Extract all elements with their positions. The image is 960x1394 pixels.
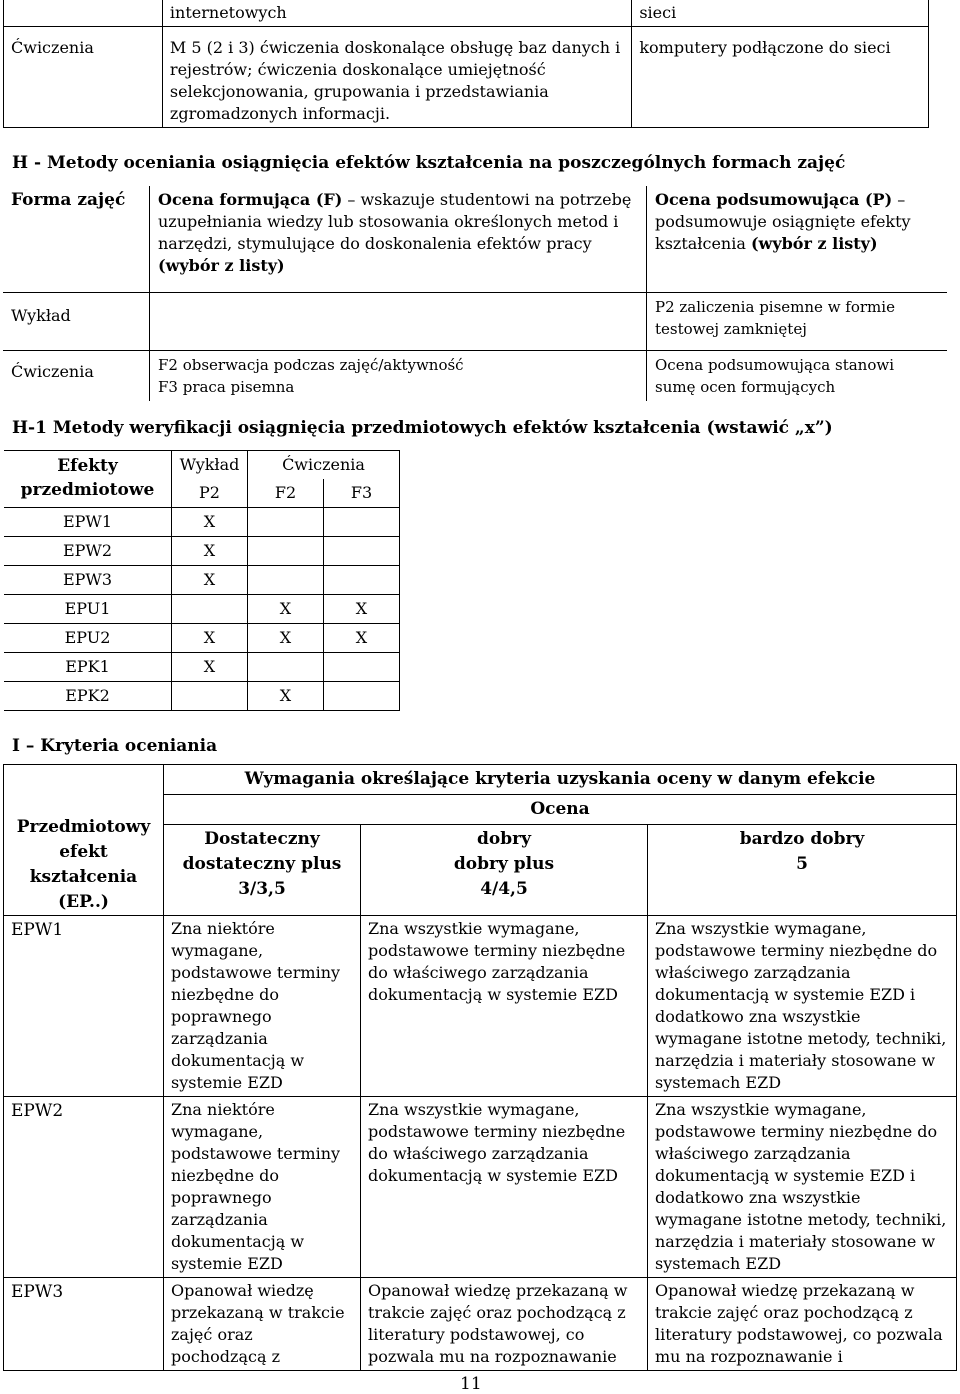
i-good: Opanował wiedzę przekazaną w trakcie zajęć oraz pochodzącą z literatury podstawowej, co pozwala mu na rozpoznawanie [361,1278,648,1371]
h-row-lecture [3,293,947,351]
h1-effect: EPU2 [4,624,172,653]
i-row [4,1278,957,1371]
h1-effect: EPW2 [4,537,172,566]
h-form-exercises: Ćwiczenia [3,351,150,402]
i-col-effect: Przedmiotowy efekt kształcenia (EP..) [4,765,164,916]
h-header-row [3,186,947,293]
top-cell [4,0,163,27]
h1-mark [172,682,248,711]
page-number: 11 [460,1374,482,1394]
h1-mark [324,653,400,682]
h1-mark [172,595,248,624]
h1-grid [4,450,400,711]
i-suff: Zna niektóre wymagane, podstawowe terminy niezbędne do poprawnego zarządzania dokumentacją w systemie EZD [164,1097,361,1278]
h-form-lecture: Wykład [3,293,150,351]
h1-effect: EPU1 [4,595,172,624]
h1-mark [248,537,324,566]
h1-mark [248,653,324,682]
h1-group-exercises: Ćwiczenia [248,451,400,480]
h-formative-title: Ocena formująca (F) [158,190,343,209]
i-row [4,1097,957,1278]
section-h1-heading: H-1 Metody weryfikacji osiągnięcia przedmiotowych efektów kształcenia (wstawić „x”) [12,418,833,438]
h1-group-lecture: Wykład [172,451,248,480]
h1-row [4,595,400,624]
h1-mark: X [172,537,248,566]
i-effect: EPW3 [4,1278,164,1371]
h1-effects-label-2: przedmiotowe [20,480,155,500]
i-vgood: Zna wszystkie wymagane, podstawowe terminy niezbędne do właściwego zarządzania dokumentacją w systemie EZD i dodatkowo zna wszystkie wymagane istotne metody, techniki, narzędzia i materiały stosowane w systemach EZD [648,1097,957,1278]
top-cell: sieci [632,0,929,27]
h-formative-lecture [150,293,647,351]
top-row-1 [4,27,929,128]
h-row-exercises [3,351,947,402]
i-vgood: Opanował wiedzę przekazaną w trakcie zajęć oraz pochodzącą z literatury podstawowej, co pozwala mu na rozpoznawanie i [648,1278,957,1371]
i-suff: Opanował wiedzę przekazaną w trakcie zajęć oraz pochodzącą z [164,1278,361,1371]
i-good: Zna wszystkie wymagane, podstawowe terminy niezbędne do właściwego zarządzania dokumentacją w systemie EZD [361,1097,648,1278]
h-formative-f3: F3 praca pisemna [158,378,295,396]
h1-effect: EPW3 [4,566,172,595]
h1-row [4,624,400,653]
h1-mark [324,508,400,537]
h1-mark: X [172,566,248,595]
h1-mark [324,537,400,566]
i-req-header: Wymagania określające kryteria uzyskania oceny w danym efekcie [164,765,957,795]
h1-mark [248,508,324,537]
h-formative-exercises [150,351,647,402]
top-cell: internetowych [162,0,631,27]
i-table [3,764,957,1371]
i-effect: EPW1 [4,916,164,1097]
top-cell: komputery podłączone do sieci [632,27,929,128]
h1-effect: EPW1 [4,508,172,537]
i-suff-2: dostateczny plus [182,854,342,874]
i-vgood-1: bardzo dobry [739,829,865,849]
i-good: Zna wszystkie wymagane, podstawowe terminy niezbędne do właściwego zarządzania dokumentacją w systemie EZD [361,916,648,1097]
i-suff: Zna niektóre wymagane, podstawowe terminy niezbędne do poprawnego zarządzania dokumentacją w systemie EZD [164,916,361,1097]
h1-effect: EPK2 [4,682,172,711]
h-col-formative [150,186,647,293]
h1-mark: X [172,653,248,682]
i-col-sufficient [164,825,361,916]
h-summative-title: Ocena podsumowująca (P) [655,190,893,209]
h1-row [4,508,400,537]
h1-mark: X [324,595,400,624]
h1-mark: X [248,682,324,711]
h1-mark: X [248,595,324,624]
h-formative-choice: (wybór z listy) [158,256,285,275]
i-good-3: 4/4,5 [480,879,528,899]
i-suff-1: Dostateczny [204,829,320,849]
h1-mark: X [172,508,248,537]
h1-group-row [4,451,400,480]
h1-effects-label-1: Efekty [57,456,118,476]
h1-effects-header [4,451,172,508]
h1-row [4,566,400,595]
h1-mark [324,682,400,711]
i-effect: EPW2 [4,1097,164,1278]
h1-col-p2: P2 [172,479,248,508]
h1-col-f2: F2 [248,479,324,508]
h-formative-f2: F2 obserwacja podczas zajęć/aktywność [158,356,464,374]
h-formative-desc: – wskazuje studentowi na potrzebę uzupełniania wiedzy lub stosowania określonych metod i narzędzi, stymulujące do doskonalenia efektów pracy [158,190,632,253]
h1-row [4,537,400,566]
h-col-summative [647,186,948,293]
h1-effect: EPK1 [4,653,172,682]
top-table [3,0,929,128]
top-row-0 [4,0,929,27]
h-summative-exercises: Ocena podsumowująca stanowi sumę ocen formujących [655,356,894,396]
h1-row [4,653,400,682]
h-summative-lecture: P2 zaliczenia pisemne w formie testowej zamkniętej [647,293,948,351]
h-summative-choice: (wybór z listy) [750,234,878,253]
i-good-2: dobry plus [453,854,555,874]
i-grade-header: Ocena [164,795,957,825]
i-suff-3: 3/3,5 [238,879,286,899]
h1-col-f3: F3 [324,479,400,508]
h1-mark [324,566,400,595]
top-cell: M 5 (2 i 3) ćwiczenia doskonalące obsługę baz danych i rejestrów; ćwiczenia doskonalące umiejętność selekcjonowania, grupowania i przedstawiania zgromadzonych informacji. [162,27,631,128]
i-vgood: Zna wszystkie wymagane, podstawowe terminy niezbędne do właściwego zarządzania dokumentacją w systemie EZD i dodatkowo zna wszystkie wymagane istotne metody, techniki, narzędzia i materiały stosowane w systemach EZD [648,916,957,1097]
h-col-form: Forma zajęć [3,186,150,293]
h1-row [4,682,400,711]
i-req-row [4,765,957,795]
h-summative-desc: – podsumowuje osiągnięte efekty kształcenia [655,190,911,253]
h1-mark: X [324,624,400,653]
i-col-very-good [648,825,957,916]
i-good-1: dobry [477,829,531,849]
i-vgood-2: 5 [796,854,808,874]
h1-mark [248,566,324,595]
top-cell: Ćwiczenia [4,27,163,128]
h1-mark: X [248,624,324,653]
section-i-heading: I – Kryteria oceniania [12,736,218,756]
h1-mark: X [172,624,248,653]
i-col-good [361,825,648,916]
h-table [3,186,947,401]
section-h-heading: H - Metody oceniania osiągnięcia efektów kształcenia na poszczególnych formach zajęć [12,153,846,173]
i-row [4,916,957,1097]
